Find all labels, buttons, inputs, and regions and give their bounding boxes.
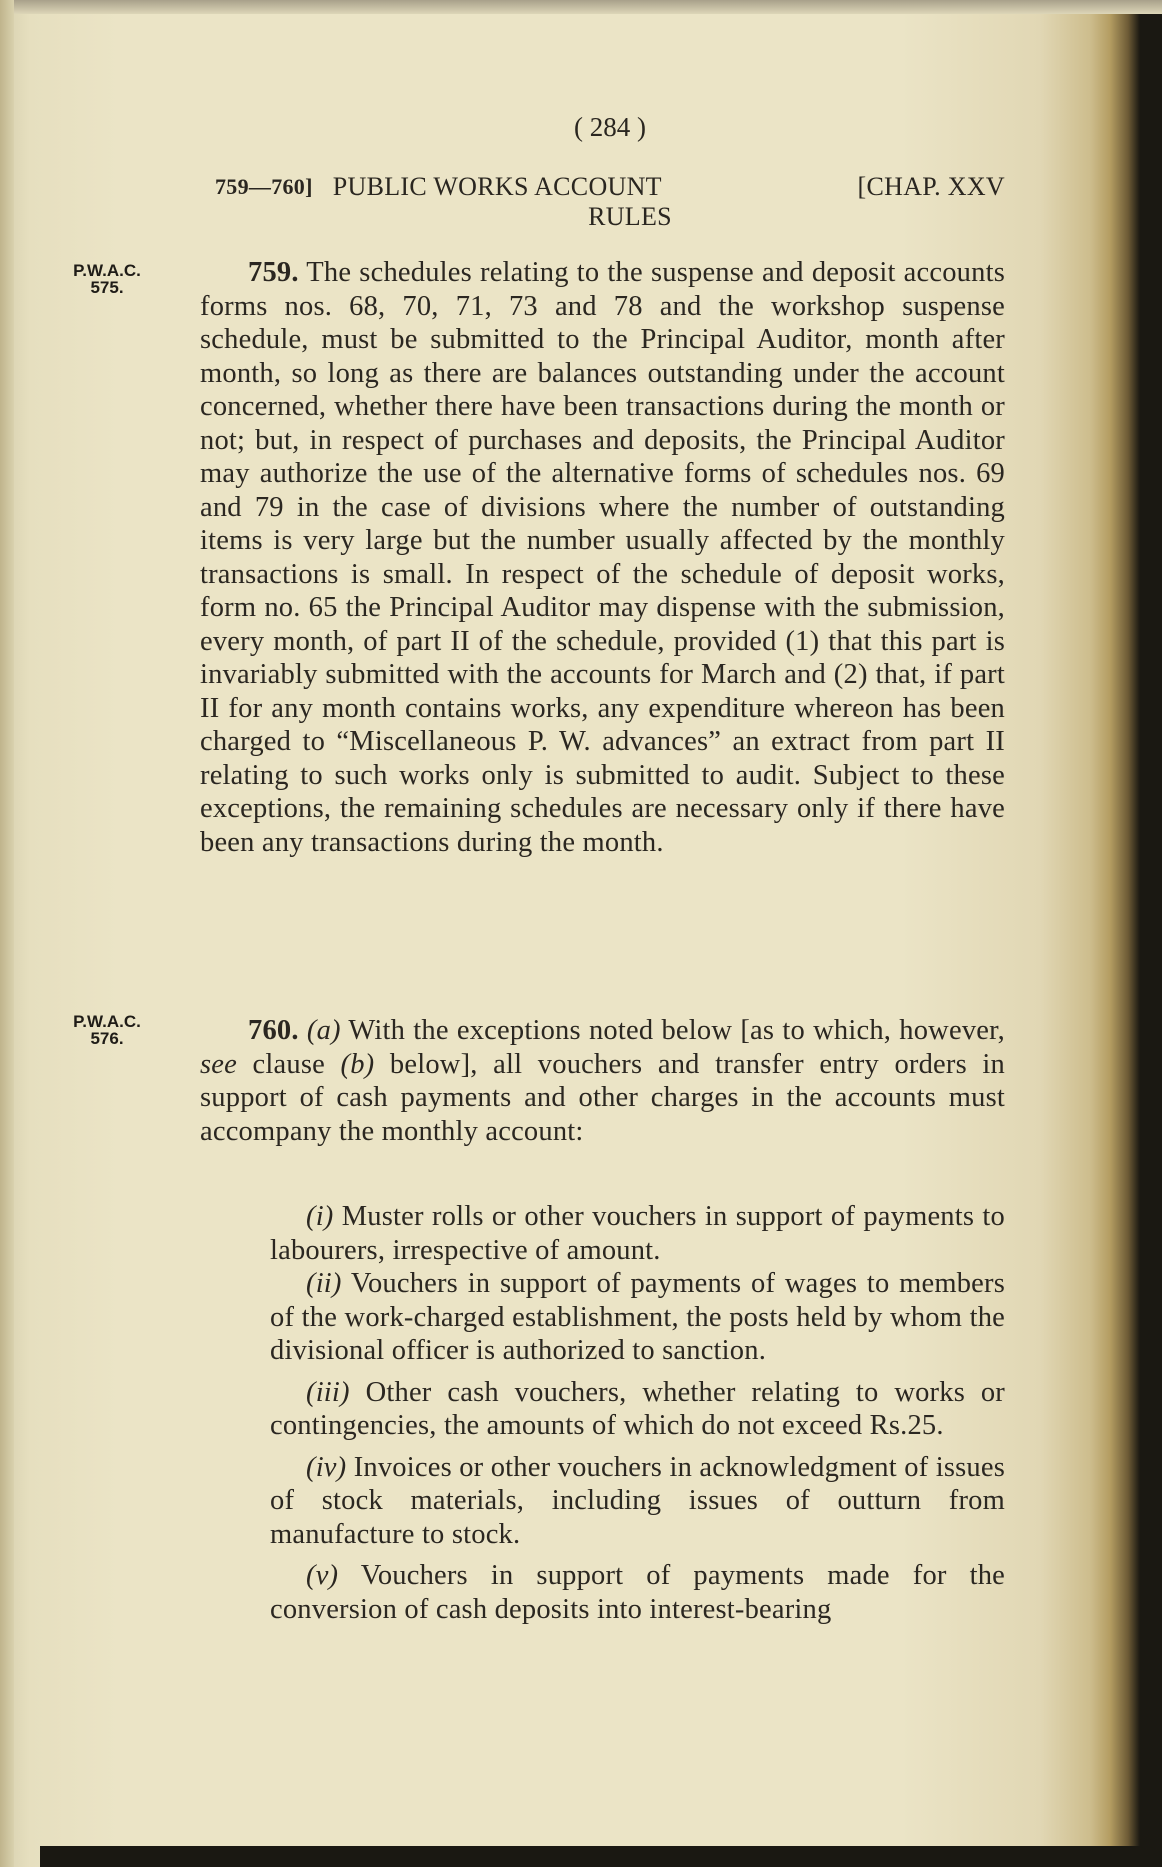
running-head-title: PUBLIC WORKS ACCOUNT (332, 172, 662, 201)
margin-ref-number: 575. (90, 278, 124, 297)
list-item (270, 1451, 1005, 1552)
margin-ref-760 (52, 1013, 162, 1047)
running-head-chapter: [CHAP. XXV (857, 172, 1005, 201)
running-head (215, 172, 1005, 232)
section-760-text-b: clause (237, 1048, 341, 1080)
section-759 (200, 256, 1005, 859)
margin-ref-code: P.W.A.C. (73, 261, 141, 280)
see-word: see (200, 1048, 237, 1080)
list-item (270, 1559, 1005, 1626)
margin-ref-759 (52, 262, 162, 296)
item-label: (iv) (306, 1451, 347, 1483)
page-number: ( 284 ) (574, 112, 646, 142)
item-label: (ii) (306, 1268, 342, 1299)
list-item (270, 1200, 1005, 1267)
section-number-759: 759. (248, 257, 299, 288)
margin-ref-code: P.W.A.C. (73, 1012, 141, 1031)
item-text: Muster rolls or other vouchers in support of payments to labourers, irrespective of amount. (270, 1201, 1005, 1266)
item-label: (iii) (306, 1376, 350, 1408)
running-head-range: 759—760] (215, 174, 313, 199)
section-760-text-c: below], all vouchers and transfer entry orders in support of cash payments and other charges in the accounts must accompany the monthly account: (200, 1048, 1005, 1147)
clause-a-label: (a) (306, 1015, 341, 1046)
list-item (270, 1376, 1005, 1443)
item-text: Invoices or other vouchers in acknowledgment of issues of stock materials, including issues of outturn from manufacture to stock. (270, 1451, 1005, 1550)
list-item (270, 1267, 1005, 1368)
item-label: (i) (306, 1201, 334, 1232)
section-number-760: 760. (248, 1015, 299, 1046)
item-text: Vouchers in support of payments made for the conversion of cash deposits into interest-bearing (270, 1560, 1005, 1625)
item-text: Other cash vouchers, whether relating to works or contingencies, the amounts of which do not exceed Rs.25. (270, 1376, 1005, 1441)
page-bottom-edge (40, 1846, 1162, 1867)
section-760 (200, 1014, 1005, 1148)
item-text: Vouchers in support of payments of wages to members of the work-charged establishment, the posts held by whom the divisional officer is authorized to sanction. (270, 1268, 1005, 1366)
margin-ref-number: 576. (90, 1029, 124, 1048)
page-left-edge (0, 0, 14, 1867)
clause-b-label: (b) (340, 1048, 375, 1080)
section-760-text-a: With the exceptions noted below [as to which, however, (340, 1015, 1005, 1046)
page-top-edge (0, 0, 1162, 14)
item-label: (v) (306, 1560, 339, 1591)
running-head-title-line2: RULES (588, 202, 672, 231)
exceptions-list (270, 1200, 1005, 1626)
section-759-text: The schedules relating to the suspense and deposit accounts forms nos. 68, 70, 71, 73 and 78 and the workshop suspense schedule, must be submitted to the Principal Auditor, month after month, so long as there are balances outstanding under the account concerned, whether there have been transactions during the month or not; but, in respect of purchases and deposits, the Principal Auditor may authorize the use of the alternative forms of schedules nos. 69 and 79 in the case of divisions where the number of outstanding items is very large but the number usually affected by the monthly transactions is small. In respect of the schedule of deposit works, form no. 65 the Principal Auditor may dispense with the submission, every month, of part II of the schedule, provided (1) that this part is invariably submitted with the accounts for March and (2) that, if part II for any month contains works, any expenditure whereon has been charged to “Miscellaneous P. W. advances” an extract from part II relating to such works only is submitted to audit. Subject to these exceptions, the remaining schedules are necessary only if there have been any transactions during the month. (200, 257, 1005, 858)
